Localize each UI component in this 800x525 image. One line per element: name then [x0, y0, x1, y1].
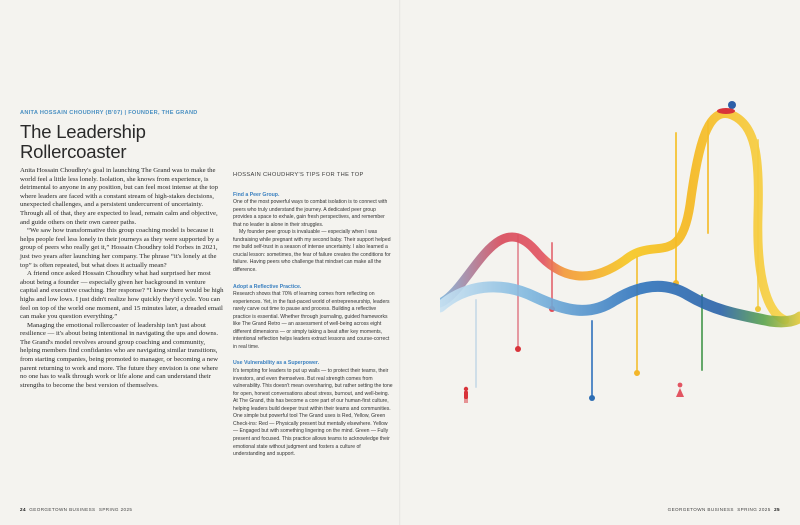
tip-body: My founder peer group is invaluable — especially when I was fundraising while pregnant with my second baby. Their support helped me build self-trust in a season of intense uncertainty. I also learned a crucial lesson: sometimes, the fear of failure creates the conditions for failure. Having peers who challenge that mindset can make all the difference. — [233, 229, 391, 274]
issue-date: SPRING 2025 — [98, 507, 133, 512]
folio-left — [20, 507, 132, 512]
kicker: ANITA HOSSAIN CHOUDHRY (B'07) | FOUNDER, THE GRAND — [20, 110, 198, 116]
page-number: 24 — [20, 507, 26, 512]
tip-body: One of the most powerful ways to combat isolation is to connect with peers who truly understand the journey. A dedicated peer group provides a space to exhale, gain fresh perspectives, and remember that no leader is alone in their struggles. — [233, 199, 388, 228]
issue-date: SPRING 2025 — [737, 507, 771, 512]
figure-left — [464, 387, 468, 403]
publication-name: GEORGETOWN BUSINESS — [29, 507, 96, 512]
tip-title: Find a Peer Group. — [233, 191, 280, 198]
article-title — [20, 122, 146, 162]
body-paragraph: Managing the emotional rollercoaster of leadership isn't just about resilience — it's about being intentional in navigating the ups and downs. The Grand's model revolves around group coaching and community, helping members find confidantes who are navigating similar transitions, from starting companies, being promoted to manager, or becoming a new parent returning to work and more. The future they envision is one where no one has to walk through work or life alone and can understand their strengths to become the best version of themselves. — [20, 321, 219, 389]
tip-title: Adopt a Reflective Practice. — [233, 283, 302, 290]
page-gutter — [399, 0, 401, 525]
title-line-2: Rollercoaster — [20, 141, 127, 162]
tips-heading: HOSSAIN CHOUDHRY'S TIPS FOR THE TOP — [233, 172, 364, 178]
figure-bottom — [676, 383, 684, 397]
watercolor-rollercoaster-icon — [440, 85, 800, 445]
title-line-1: The Leadership — [20, 121, 146, 142]
folio-right — [668, 507, 780, 512]
tip-body: It's tempting for leaders to put up walls — to protect their teams, their investors, and even themselves. But real strength comes from vulnerability. This doesn't mean oversharing, but rather setting the tone for open, honest conversations about stress, burnout, and well-being. At The Grand, this has become a core part of our human-first culture, helping leaders build deeper trust within their teams and communities. One simple but powerful tool The Grand uses is Red, Yellow, Green Check-ins: Red — Physically present but mentally elsewhere. Yellow — Engaged but with something lingering on the mind. Green — Fully present and focused. This practice allows teams to acknowledge their emotional state without judgment and fosters a culture of understanding and support. — [233, 368, 393, 458]
publication-name: GEORGETOWN BUSINESS — [667, 507, 734, 512]
tip-body: Research shows that 70% of learning comes from reflecting on experiences. Yet, in the fast-paced world of entrepreneurship, leaders rarely carve out time to pause and process. Building a reflective practice is essential. Whether through journaling, guided frameworks like The Grand Retro — an assessment of well-being across eight different dimensions — or simply taking a beat after key moments, intentional reflection helps leaders extract lessons and course-correct in real time. — [233, 291, 390, 350]
tip-title: Use Vulnerability as a Superpower. — [233, 360, 320, 367]
body-column — [20, 167, 225, 390]
body-paragraph: A friend once asked Hossain Choudhry what had surprised her most about being a founder — especially given her background in venture capital and executive coaching. Her response? “I knew there would be high highs and low lows. I just didn't realize how quickly they'd cycle. You can feel on top of the world one moment, and 15 minutes later, a dreaded email can make you question everything.” — [20, 270, 224, 321]
tips-sidebar — [233, 172, 393, 468]
figure-top — [717, 101, 736, 114]
body-paragraph: Anita Hossain Choudhry's goal in launching The Grand was to make the world feel a little less lonely. Isolation, she knows from experience, is detrimental to anyone in any position, but can feel most intense at the top where leaders are faced with a constant stream of high-stakes decisions, unexpected challenges, and a persistent undercurrent of uncertainty. Through all of that, they are expected to lead, remain calm and objective, and guide others on their own career paths. — [20, 167, 218, 226]
page-number: 25 — [774, 507, 780, 512]
body-paragraph: “We saw how transformative this group coaching model is because it helps people feel less lonely in their journeys as they were supported by a group of peers who really get it,” Hossain Choudhry told Forbes in 2021, just two years after launching her company. The phrase “it's lonely at the top” is often repeated, but what does it actually mean? — [20, 227, 219, 269]
